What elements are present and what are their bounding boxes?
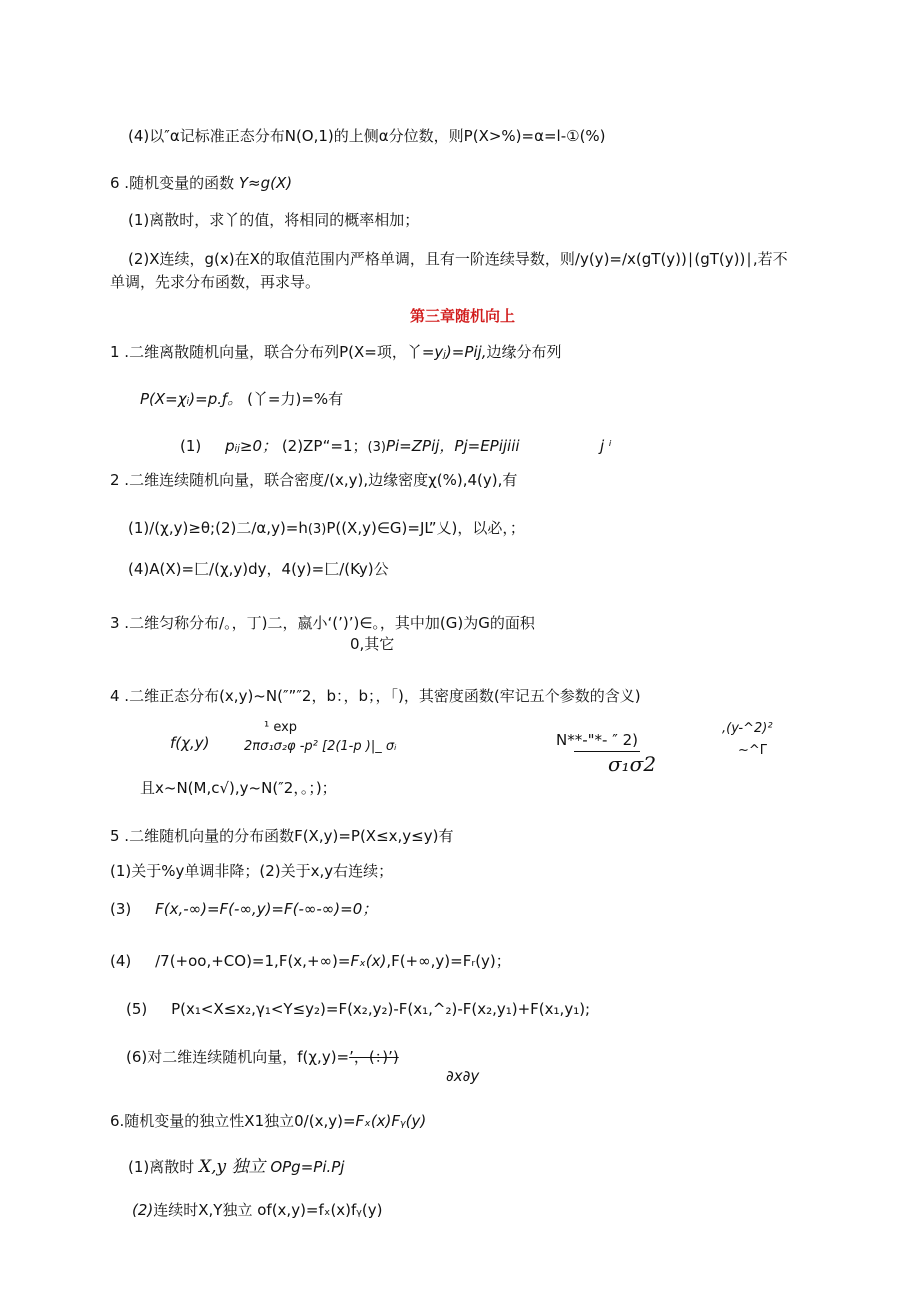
text-span: 边缘分布列 bbox=[486, 343, 562, 361]
section-heading bbox=[110, 1111, 426, 1131]
item-number: (3) bbox=[110, 900, 132, 918]
item-number: (5) bbox=[126, 1000, 148, 1018]
text-span: (丫=力)=%有 bbox=[247, 390, 344, 408]
section-heading: 4 .二维正态分布(x,y)~N(″”″2，b：，b；，「)，其密度函数(牢记五个参数的含义) bbox=[110, 687, 641, 705]
formula: (2)ZP“=1； bbox=[281, 437, 368, 455]
formula-fragment: ~^Γ bbox=[738, 743, 768, 758]
formula: ∕7(+oo,+CO)=1,F(x,+∞)= bbox=[155, 952, 351, 970]
formula: Fₓ(x) bbox=[350, 952, 387, 970]
text-line: 单调，先求分布函数，再求导。 bbox=[110, 273, 321, 291]
formula: OPg=Pi.Pj bbox=[270, 1158, 345, 1176]
formula-line: (4)A(X)=匚/(χ,y)dy，4(y)=匚/(Ky)公 bbox=[128, 560, 389, 578]
section-heading: 5 .二维随机向量的分布函数F(X,y)=P(X≤x,y≤y)有 bbox=[110, 827, 454, 845]
formula-line bbox=[126, 999, 590, 1019]
text-line: (4)以″α记标准正态分布N(O,1)的上侧α分位数，则P(X>%)=α=l-①(%) bbox=[128, 127, 606, 145]
formula-fragment: 2πσ₁σ₂φ -p² [2(1-p )|_ σᵢ bbox=[244, 739, 397, 754]
formula: P((X,y)∈G)=JL”乂)，以必，； bbox=[326, 519, 525, 537]
text-span: (6)对二维连续随机向量，f(χ,y)= bbox=[126, 1048, 350, 1066]
item-number: (2) bbox=[132, 1201, 154, 1219]
item-number: (3) bbox=[307, 522, 327, 537]
formula: ’，(：)’) bbox=[349, 1048, 399, 1066]
section-heading bbox=[110, 342, 562, 362]
formula-line: 且x~N(M,c√),y~N(″2，。；)； bbox=[140, 779, 337, 797]
text-line: (1)关于%y单调非降；(2)关于x,y右连续； bbox=[110, 862, 394, 880]
text-span: (1)离散时 bbox=[128, 1158, 195, 1176]
formula-fragment: ∂x∂y bbox=[446, 1067, 480, 1085]
formula: (1)/(χ,y)≥θ;(2)二∕α,y)=h bbox=[128, 519, 308, 537]
formula: Y≈g(X) bbox=[238, 174, 293, 192]
text-span: 连续时X,Y独立 bbox=[153, 1201, 253, 1219]
formula-fragment: ¹ exp bbox=[264, 720, 298, 735]
item-number: (4) bbox=[110, 952, 132, 970]
formula-line bbox=[180, 436, 520, 458]
item-number: (3) bbox=[367, 440, 386, 455]
formula: P(x₁<X≤x₂,γ₁<Y≤y₂)=F(x₂,y₂)-F(x₁,^₂)-F(x₂,y₁)+F(x₁,y₁); bbox=[171, 1000, 591, 1018]
formula: F(x,-∞)=F(-∞,y)=F(-∞-∞)=0； bbox=[155, 900, 378, 918]
formula: P(X=χᵢ)=p.ƒ。 bbox=[140, 390, 243, 408]
formula-line bbox=[110, 951, 511, 971]
formula-line bbox=[128, 518, 525, 540]
formula-fragment: N**-"*- ″ 2) bbox=[556, 731, 638, 749]
formula-line bbox=[128, 1157, 344, 1177]
formula-line bbox=[110, 899, 377, 919]
section-heading: 3 .二维匀称分布/。，丁)二，嬴小‘(’)’)∈。，其中加(G)为G的面积 bbox=[110, 614, 535, 632]
formula-fragment: j ⁱ bbox=[600, 437, 612, 455]
text-line: (1)离散时，求丫的值，将相同的概率相加； bbox=[128, 211, 420, 229]
formula: Pi=ZPij，Pj=EPijiii bbox=[385, 437, 520, 455]
text-span: 6.随机变量的独立性X1独立0/(x,y)= bbox=[110, 1112, 356, 1130]
chapter-heading: 第三章随机向上 bbox=[410, 307, 516, 325]
text-span: 1 .二维离散随机向量，联合分布列P(X=项，丫= bbox=[110, 343, 435, 361]
text-span: 6 .随机变量的函数 bbox=[110, 174, 235, 192]
formula: pᵢⱼ≥0； bbox=[225, 437, 278, 455]
formula: yⱼ)=Pij, bbox=[434, 343, 487, 361]
formula: of(x,y)=fₓ(x)fᵧ(y) bbox=[257, 1201, 383, 1219]
formula-fragment: ,(y-^2)² bbox=[722, 721, 773, 736]
formula-fragment: σ₁σ2 bbox=[608, 752, 657, 776]
formula: X,y 独立 bbox=[199, 1157, 266, 1177]
formula-line bbox=[132, 1200, 382, 1220]
formula: ,F(+∞,y)=Fᵣ(y)； bbox=[386, 952, 511, 970]
formula-line bbox=[140, 389, 343, 409]
text-line: (2)X连续，g(x)在X的取值范围内严格单调，且有一阶连续导数，则∕y(y)=∕x(gT(y))∣(gT(y))∣,若不 bbox=[128, 250, 788, 268]
section-heading bbox=[110, 173, 292, 193]
formula-line bbox=[126, 1047, 399, 1067]
formula-fragment: f(χ,y) bbox=[170, 734, 210, 752]
item-number: (1) bbox=[180, 437, 202, 455]
section-heading: 2 .二维连续随机向量，联合密度/(x,y),边缘密度χ(%),4(y),有 bbox=[110, 471, 518, 489]
formula: Fₓ(x)Fᵧ(y) bbox=[355, 1112, 427, 1130]
formula-fragment: 0,其它 bbox=[350, 635, 395, 653]
